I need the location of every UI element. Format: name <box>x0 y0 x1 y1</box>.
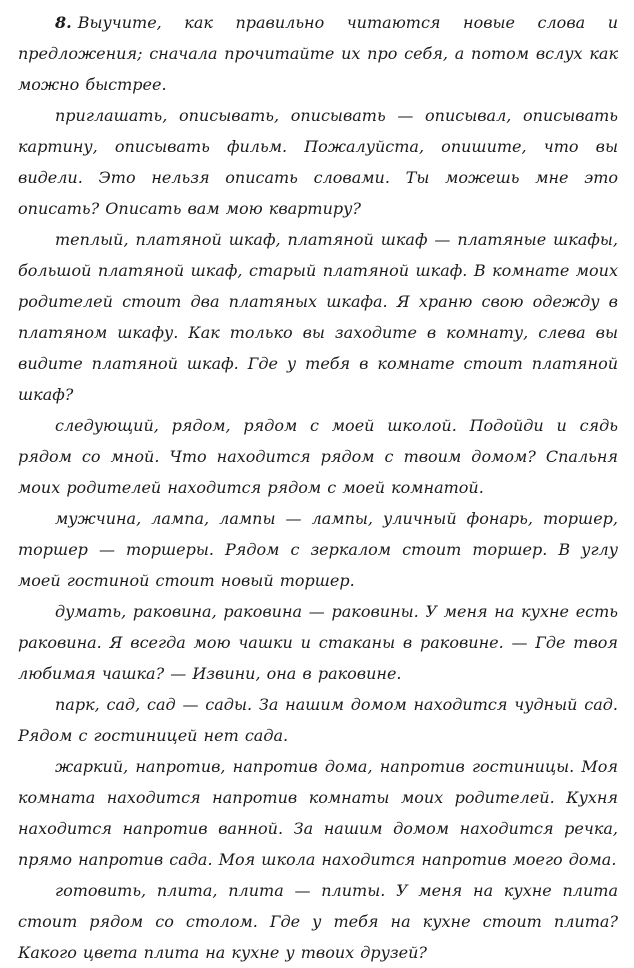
exercise-number: 8. <box>55 13 72 32</box>
paragraph: думать, раковина, раковина — раковины. У меня на кухне есть раковина. Я всегда мою чашки и стаканы в раковине. — Где твоя любимая чашка? — Извини, она в раковине. <box>18 602 618 683</box>
paragraph: готовить, плита, плита — плиты. У меня на кухне плита стоит рядом со столом. Где у тебя на кухне стоит плита? Какого цвета плита на кухне у твоих друзей? <box>18 881 618 962</box>
paragraph: жаркий, напротив, напротив дома, напротив гостиницы. Моя комната находится напротив комнаты моих родителей. Кухня находится напротив ванной. За нашим домом находится речка, прямо напротив сада. Моя школа находится напротив моего дома. <box>18 757 618 869</box>
paragraph: следующий, рядом, рядом с моей школой. Подойди и сядь рядом со мной. Что находится рядом с твоим домом? Спальня моих родителей находится рядом с моей комнатой. <box>18 416 618 497</box>
paragraph: теплый, платяной шкаф, платяной шкаф — платяные шкафы, большой платяной шкаф, старый платяной шкаф. В комнате моих родителей стоит два платяных шкафа. Я храню свою одежду в платяном шкафу. Как только вы заходите в комнату, слева вы видите платяной шкаф. Где у тебя в комнате стоит платяной шкаф? <box>18 230 618 404</box>
paragraph: парк, сад, сад — сады. За нашим домом находится чудный сад. Рядом с гостиницей нет сада. <box>18 695 618 745</box>
exercise-heading <box>18 7 618 100</box>
paragraph: приглашать, описывать, описывать — описывал, описывать картину, описывать фильм. Пожалуйста, опишите, что вы видели. Это нельзя описать словами. Ты можешь мне это описать? Описать вам мою квартиру? <box>18 106 618 218</box>
exercise-instruction: Выучите, как правильно читаются новые слова и предложения; сначала прочитайте их про себя, а потом вслух как можно быстрее. <box>18 13 618 94</box>
paragraph: мужчина, лампа, лампы — лампы, уличный фонарь, торшер, торшер — торшеры. Рядом с зеркалом стоит торшер. В углу моей гостиной стоит новый торшер. <box>18 509 618 590</box>
